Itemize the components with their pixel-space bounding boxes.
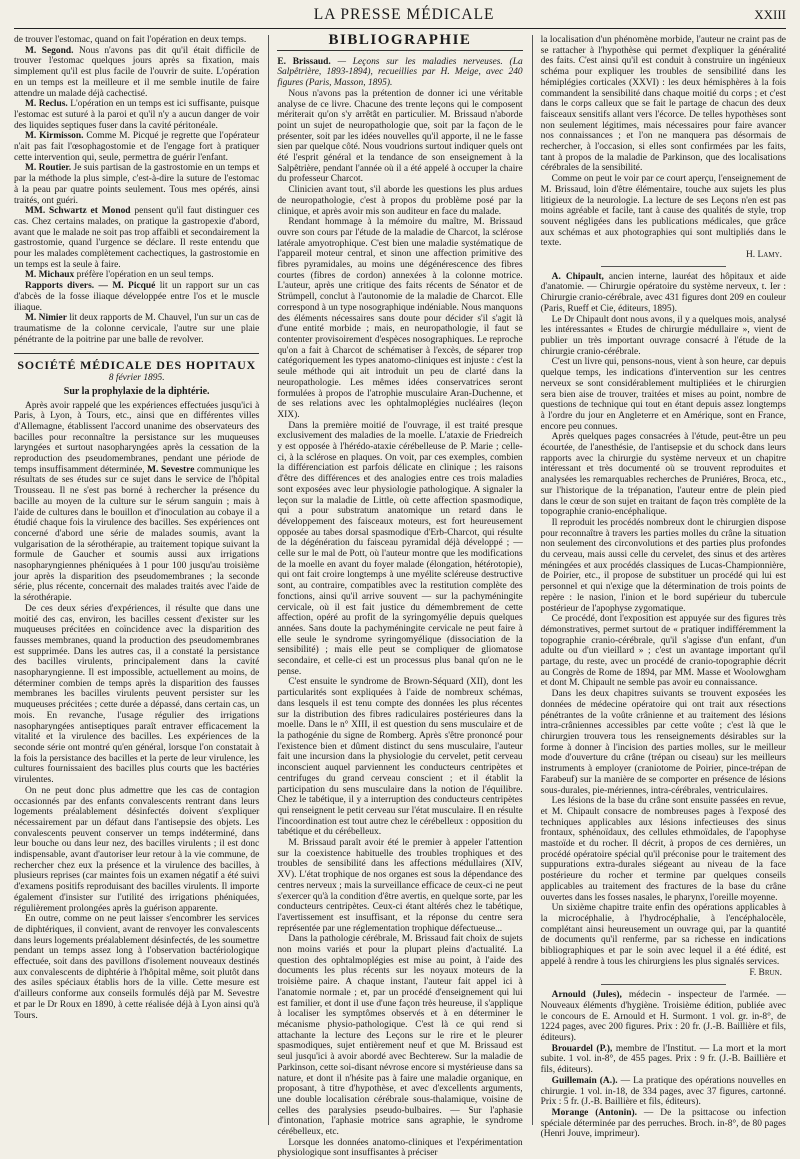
speaker-name: MM. Schwartz et Monod: [25, 206, 131, 217]
reviewer-signature: H. Lamy.: [745, 250, 782, 261]
book-title: membre de l'Institut. — La mort et la mort subite. 1 vol. in-8°, de 455 pages. Prix : 9 fr. (J.-B. Baillière et fils, éditeurs).: [540, 1043, 786, 1076]
paragraph-text: préfère l'opération en un seul temps.: [76, 270, 214, 281]
paragraph: On ne peut donc plus admettre que les cas de contagion occasionnés par des enfants convalescents rentrant dans leurs logements préalablement désinfectés doivent s'expliquer nécessairement par un défaut dans l'antisepsie des objets. Les convalescents peuvent conserver un temps indéterminé, dans leur bouche ou dans leur nez, des bacilles virulents ; il est donc indispensable, avant d'autoriser leur retour à la vie commune, de rechercher chez eux la présence et la virulence des bacilles, à plusieurs reprises (car maintes fois un examen négatif a été suivi d'examens positifs reproduisant des bacilles virulents. Il importe également d'insister sur l'utilité des irrigations phéniquées, régulièrement prolongées après la guérison apparente.: [14, 785, 260, 914]
section-date: 8 février 1895.: [108, 373, 165, 384]
column-left: [14, 35, 259, 1125]
paragraph: [14, 131, 259, 163]
paragraph: Après quelques pages consacrées à l'étude, peut-être un peu écourtée, de l'anesthésie, de l'antisepsie et du schock dans leurs rapports avec la chirurgie du système nerveux et un chapitre intéressant et très documenté où se trouvent reproduites et analysées les remarquables recherches de Pruniéres, Broca, etc., sur l'historique de la trépanation, l'auteur entre de plein pied dans le cœur de son sujet en traitant de façon très complète de la topographie cranio-encéphalique.: [540, 432, 786, 518]
journal-title: LA PRESSE MÉDICALE: [313, 6, 495, 23]
paragraph: M. Brissaud paraît avoir été le premier à appeler l'attention sur la coexistence habituelle des troubles trophiques et des troubles de sensibilité dans les affections médullaires (XIV, XV). L'état trophique de nos organes est sous la dépendance des centres nerveux ; mais la surveillance efficace de ceux-ci ne peut s'exercer qu'à la condition d'être avertis, en quelque sorte, par les conducteurs centripètes. Ceux-ci étant altérés chez le tabétique, l'avertissement est insuffisant, et la réponse du centre sera représentée par une réglementation trophique défectueuse...: [277, 838, 523, 934]
paragraph: Nous n'avons pas la prétention de donner ici une véritable analyse de ce livre. Chacune des trente leçons qui le composent mériterait qu'on s'y arrêtât en particulier. M. Brissaud n'aborde point un sujet de neuropathologie que, soit par la façon de le présenter, soit par les idées nouvelles qu'il apporte, il ne le fasse sien par quelque côté. Nous voudrions surtout indiquer quels ont été l'esprit général et la tendance de son enseignement à la Salpêtrière, pendant l'année où il a été appelé à occuper la chaire du professeur Charcot.: [277, 88, 523, 185]
speaker-name: M. Routier.: [25, 163, 72, 174]
paragraph: [14, 206, 259, 270]
paragraph: Dans la pathologie cérébrale, M. Brissaud fait choix de sujets non moins variés et pour la plupart pleins d'actualité. La question des ophtalmoplégies est mise au point, à l'aide des documents les plus récents sur les noyaux moteurs de la troisième paire. A chaque instant, l'auteur fait appel ici à l'anatomie normale ; et, par un procédé d'enseignement qui lui est familier, et dont il use d'une façon très heureuse, il s'applique à localiser les symptômes observés et à en déterminer le mécanisme physio-pathologique. C'est là ce qui rend si attachante la lecture des Leçons sur le rire et le pleurer spasmodiques, sujet entièrement neuf et que M. Brissaud est seul jusqu'ici à avoir abordé avec Bechterew. Sur la maladie de Parkinson, cette soi-disant névrose encore si mystérieuse dans sa nature, et dont il n'hésite pas à faire une maladie organique, en proposant, à titre d'hypothèse, et avec d'excellents arguments, une double localisation cérébrale sous-thalamique, voisine de celles des paralysies pseudo-bulbaires. — Sur l'aphasie d'intonation, l'aphasie motrice sans agraphie, le syndrome cérébelleux, etc.: [277, 934, 523, 1138]
book-reference: [277, 57, 522, 89]
columns: [14, 32, 786, 1159]
book-title: — Leçons sur les maladies nerveuses. (La Salpêtrière, 1893-1894), recueillies par H. Meige, avec 240 figures (Paris, Masson, 1895).: [277, 56, 523, 89]
book-title: — La pratique des opérations nouvelles en chirurgie. 1 vol. in-18, de 334 pages, avec 37 figures, cartonné. Prix : 5 fr. (J.-B. Baillière et fils, éditeurs).: [540, 1075, 786, 1108]
book-reference: [541, 1076, 786, 1108]
paragraph: C'est ensuite le syndrome de Brown-Séquard (XII), dont les particularités sont expliquées à l'aide de nombreux schémas, dans lesquels il est tenu compte des données les plus récentes sur la distribution des fibres radiculaires postérieures dans la moelle. Dans le n° XIII, il est question du sens musculaire et de la pathogénie du signe de Romberg. Après s'être prononcé pour l'existence bien et dûment distinct du sens musculaire, l'auteur fait une incursion dans la physiologie du cervelet, petit cerveau inconscient auquel parviennent les conducteurs centripètes et centrifuges du grand cerveau conscient ; et il établit la participation du sens musculaire dans la notion de l'équilibre. Chez le tabétique, il y a interruption des conducteurs centripètes qui renseignent le petit cerveau sur l'état musculaire. Il en résulte l'incoordination est tout autre chez le cérébelleux : opposition du tabétique et du cérébelleux.: [277, 677, 523, 838]
book-reference: [541, 272, 786, 315]
speaker-name: M. Nimier: [25, 313, 67, 324]
paragraph: C'est un livre qui, pensons-nous, vient à son heure, car depuis quelque temps, les indications d'intervention sur les centres nerveux se sont considérablement multipliées et le chirurgien sera bien aise de trouver, traitées et mises au point, nombre de questions de technique qui tout en étant depuis assez longtemps à l'ordre du jour en Angleterre et en Amérique, sont en France, encore peu connues.: [540, 357, 786, 432]
author-name: Guillemain (A.).: [551, 1075, 618, 1086]
paragraph: Les lésions de la base du crâne sont ensuite passées en revue, et M. Chipault consacre de nombreuses pages à l'exposé des techniques applicables aux lésions infectieuses des sinus frontaux, sphénoïdaux, des cellules ethmoïdales, de l'apophyse mastoïde et du rocher. Il décrit, à propos de ces dernières, un procédé opératoire spécial qu'il préconise pour le traitement des suppurations extra-durales siégeant au niveau de la face postérieure du rocher et termine par quelques conseils applicables au traitement des fractures de la base du crâne ouvertes dans les fosses nasales, le pharynx, l'oreille moyenne.: [540, 796, 786, 903]
author-name: Arnould (Jules),: [551, 990, 622, 1001]
speaker-name: M. Segond.: [25, 45, 74, 56]
page-number: XXIII: [754, 7, 786, 22]
speaker-name: M. Michaux: [25, 270, 75, 281]
paragraph: Le Dr Chipault dont nous avons, il y a quelques mois, analysé les intéressantes « Etudes de chirurgie médullaire », vient de publier un très important ouvrage consacré à l'étude de la chirurgie cranio-cérébrale.: [540, 314, 786, 357]
paragraph: Il reproduit les procédés nombreux dont le chirurgien dispose pour reconnaître à travers les parties molles du crâne la situation non seulement des circonvolutions et des parties plus profondes du cerveau, mais aussi celle du cervelet, des sinus et des artères méningées et aux procédés classiques de Lucas-Championnière, de Poirier, etc., il propose de substituer un procédé qui lui est personnel et qui n'exige que la détermination de trois points de repère : le nasion, l'inion et le bord supérieur du tubercule postérieur de l'apophyse zygomatique.: [540, 517, 786, 614]
paragraph: Comme on peut le voir par ce court aperçu, l'enseignement de M. Brissaud, loin d'être élémentaire, touche aux sujets les plus litigieux de la neurologie. La lecture de ses Leçons n'en est pas moins agréable et facile, tant à cause des qualités de style, trop souvent négligées dans les publications médicales, que grâce aux schémas et aux photographies qui sont multipliés dans le texte.: [540, 174, 786, 249]
paragraph-text: communique les résultats de ses études sur ce sujet dans le service de l'hôpital Trousseau. Il ne s'est pas borné à rechercher la présence du bacille au moyen de la culture sur le sérum sanguin ; mais à l'aide de cultures dans le bouillon et d'inoculation au cobaye il a étudié chaque fois la virulence des bacilles. Ses expériences ont concerné d'abord une série de malades soumis, avant la vulgarisation de la sérothérapie, au traitement topique suivant la formule de Gaucher et soumis aussi aux irrigations nasopharyngiennes phéniquées à 1 pour 100 jusqu'au troisième jour après la disparition des pseudomembranes ; la seconde série, plus récente, concernait des malades traités avec l'aide de la sérothérapie.: [14, 464, 260, 604]
paragraph: [14, 99, 259, 131]
speaker-name: M. Sevestre: [147, 464, 195, 475]
speaker-name: M. Kirmisson.: [25, 131, 84, 142]
paragraph: [14, 281, 259, 313]
bibliography-title: BIBLIOGRAPHIE: [277, 35, 522, 51]
paragraph: [14, 270, 259, 281]
column-middle: [268, 32, 523, 1159]
paragraph: de trouver l'estomac, quand on fait l'opération en deux temps.: [14, 35, 247, 45]
book-title: ancien interne, lauréat des hôpitaux et aide d'anatomie. — Chirurgie opératoire du système nerveux, t. Ier : Chirurgie cranio-cérébrale, avec 431 figures dont 209 en couleur (Paris, Rueff et Cie, éditeurs, 1895).: [540, 271, 786, 314]
author-name: Brouardel (P.),: [551, 1043, 613, 1054]
reviewer-signature: F. Brun.: [749, 968, 782, 979]
column-right: [532, 35, 786, 1140]
paragraph: Clinicien avant tout, s'il aborde les questions les plus ardues de neuropathologie, c'est à propos du problème posé par la clinique, et après avoir mis son auditeur en face du malade.: [277, 185, 523, 217]
paragraph: [14, 46, 259, 100]
book-title: médecin - inspecteur de l'armée. — Nouveaux éléments d'hygiène. Troisième édition, publiée avec le concours de E. Arnould et H. Surmont. 1 vol. gr. in-8°, de 1224 pages, avec 200 figures. Prix : 20 fr. (J.-B. Baillière et fils, éditeurs).: [540, 990, 786, 1043]
paragraph: Lorsque les données anatomo-cliniques et l'expérimentation physiologique sont insuffisantes à préciser: [277, 1137, 523, 1159]
paragraph-text: Après avoir rappelé que les expériences effectuées jusqu'ici à Paris, à Lyon, à Tours, etc., ainsi que en différentes villes d'Allemagne, établissent l'accord unanime des observateurs des bacilles pour reconnaître la persistance sur les muqueuses laryngées et surtout nasopharyngées après la cessation de la reproduction des pseudomembranes, pendant une période de temps insuffisamment déterminée,: [14, 400, 260, 475]
paragraph-text: Comme M. Picqué je regrette que l'opérateur n'ait pas fait l'œsophagostomie et de l'engage fort à pratiquer cette intervention qui, seule, permettra de guérir l'enfant.: [14, 131, 260, 163]
paragraph: Dans les deux chapitres suivants se trouvent exposées les données de médecine opératoire qui ont trait aux résections pénétrantes de la voûte crânienne et au traitement des lésions intra-crâniennes accessibles par cette voûte ; c'est là que le chirurgien trouvera tous les renseignements désirables sur la forme à donner à l'incision des parties molles, sur le meilleur mode d'ouverture du crâne (trépan ou ciseau) sur les meilleurs instruments à employer (craniotome de Poirier, pince-trépan de Farabeuf) sur la manière de se comporter en présence de lésions sous-durales, pie-mériennes, intra-cérébrales, ventriculaires.: [540, 689, 786, 796]
paragraph: [14, 313, 259, 345]
author-name: A. Chipault,: [551, 271, 604, 282]
speaker-name: M. Reclus.: [25, 99, 68, 110]
paragraph: [14, 401, 259, 604]
paragraph: En outre, comme on ne peut laisser s'encombrer les services de diphtériques, il convient, avant de renvoyer les convalescents dans leurs logements préalablement désinfectés, de les soumettre pendant un temps assez long à l'observation bactériologique effectuée, soit dans des pavillons d'isolement nouveaux destinés aux convalescents de diphtérie à l'hôpital même, soit plutôt dans des asiles spéciaux établis hors de la ville. Cette mesure est d'ailleurs conforme aux conseils formulés déjà par M. Sevestre et par le Dr Roux en 1890, à cette réalisée déjà à Lyon ainsi qu'à Tours.: [14, 914, 260, 1021]
book-reference: [541, 1044, 786, 1076]
paragraph-text: Nous n'avons pas dit qu'il était difficile de trouver l'estomac quelques jours après sa fixation, mais simplement qu'il est plus facile de l'ouvrir de suite. L'opération en un temps est la meilleure et il me semble inutile de faire attendre un malade déjà cachectisé.: [14, 45, 260, 99]
paragraph-text: Je suis partisan de la gastrostomie en un temps et par la méthode la plus simple, c'est-à-dire la suture de l'estomac à la peau par quatre points seulement. Tous mes opérés, ainsi traités, ont guéri.: [14, 163, 260, 206]
paragraph: la localisation d'un phénomène morbide, l'auteur ne craint pas de se rattacher à l'hypothèse qui permet d'expliquer la généralité des faits. C'est ainsi qu'il est conduit à construire un ingénieux schéma pour expliquer les troubles de sensibilité dans les hémiplégies corticales (XXVI) : les deux hémisphères à la fois commandent la sensibilité dans chaque moitié du corps ; et c'est dans le corps calleux que se fait le partage de chacun des deux faisceaux sensitifs allant vers l'écorce. De telles hypothèses sont non seulement légitimes, mais nécessaires pour faire avancer nos connaissances ; et l'on ne manquera pas désormais de rechercher, à l'occasion, si elles sont confirmées par les faits, tant à propos de la maladie de Parkinson, que des localisations cérébrales de la sensibilité.: [540, 35, 786, 174]
paragraph: [14, 163, 259, 206]
book-title: — De la psittacose ou infection spéciale déterminée par des perruches. Broch. in-8°, de 80 pages (Henri Jouve, imprimeur).: [540, 1107, 786, 1140]
paragraph: Rendant hommage à la mémoire du maître, M. Brissaud ouvre son cours par l'étude de la maladie de Charcot, la sclérose latérale amyotrophique. C'est bien une maladie systématique de l'appareil moteur central, et sinon une affection primitive des fibres pyramidales, au moins une dégénérescence des fibres courtes (fibres de cordon) annexées à la colonne motrice. L'auteur, après une critique des faits récents de Sénator et de Strümpell, conclut à l'autonomie de la maladie de Charcot. Elle correspond à un type nosographique indéniable. Nous manquons des éléments nécessaires sans doute pour décider s'il s'agit là d'une entité morbide ; mais, en neuropathologie, il faut se contenter provisoirement d'espèces nosographiques. Le reproche qu'on a fait à Charcot de schématiser à l'excès, de séparer trop catégoriquement les types anatomo-cliniques est injuste : c'est la seule méthode qui ait introduit un peu de clarté dans la neuropathologie. Les mêmes idées conservatrices seront formulées à propos de l'atrophie musculaire Aran-Duchenne, et de ses relations avec les ophtalmoplégies nucléaires (leçon XIX).: [277, 217, 523, 420]
section-subtitle: Sur la prophylaxie de la diphtérie.: [63, 385, 210, 397]
author-name: E. Brissaud.: [277, 56, 331, 67]
paragraph: De ces deux séries d'expériences, il résulte que dans une moitié des cas, environ, les bacilles cessent d'exister sur les muqueuses précitées en coïncidence avec la disparition des fausses membranes, quand la production des pseudomembranes est supprimée. Dans les autres cas, il a constaté la persistance des bacilles virulents, principalement dans la cavité nasopharyngienne. Il est impossible, actuellement au moins, de déterminer combien de temps après la disparition des fausses membranes les bacilles virulents peuvent persister sur les muqueuses précitées ; cette durée a dépassé, dans certain cas, un mois. En revanche, l'usage régulier des irrigations nasopharyngées antiseptiques paraît entraver efficacement la vitalité et la virulence des bacilles. Les expériences de la seconde série ont montré qu'en général, lorsque l'on constatait à la fois la persistance des bacilles et la perte de leur virulence, les cultures fournissaient des bacilles plus courts que les bactéries virulentes.: [14, 603, 260, 786]
paragraph-text: lit un rapport sur un cas d'abcès de la fosse iliaque développée entre l'os et le muscle iliaque.: [14, 281, 260, 313]
paragraph: Un sixième chapitre traite enfin des opérations applicables à la microcéphalie, à l'hydrocéphalie, à l'encéphalocèle, complétant ainsi heureusement un ouvrage qui, par la quantité de documents qu'il renferme, par sa richesse en indications bibliographiques et par le soin avec lequel il a été édité, est appelé à rendre à tous les chirurgiens les plus signalés services.: [540, 903, 786, 967]
author-name: Morange (Antonin).: [551, 1107, 637, 1118]
paragraph-text: pensent qu'il faut distinguer ces cas. Chez certains malades, on pratique la gastropexie d'abord, avant que le malade ne soit pas trop affaibli et secondairement la gastrostomie, quand l'urgence se déclare. Il reste entendu que pour les malades complètement cachectiques, la gastrostomie en un temps est la seule à faire.: [14, 206, 260, 270]
divider: [601, 266, 726, 267]
section-title: SOCIÉTÉ MÉDICALE DES HOPITAUX: [14, 353, 259, 371]
paragraph: Dans la première moitié de l'ouvrage, il est traité presque exclusivement des maladies de la moelle. L'ataxie de Friedreich y est opposée à l'hérédo-ataxie cérébelleuse de P. Marie ; celle-ci, à la sclérose en plaques. On voit, par ces exemples, combien la différenciation est parfois délicate en clinique ; les raisons d'être des différences et des analogies entre ces trois maladies sont exposées avec leur physiologie pathologique. A signaler la leçon sur la maladie de Little, où cette affection spasmodique, qui a pour substratum anatomique un retard dans le développement des faisceaux moteurs, est fort heureusement opposée au tabes dorsal spasmodique d'Erb-Charcot, qui résulte de la dégénération du faisceau pyramidal déjà développé ; — celle sur le mal de Pott, où l'auteur montre que les modifications de la moelle en avant du foyer malade (élongation, hétérotopie), qui ont fait croire longtemps à une myélite scléreuse destructive sont, au contraire, compatibles avec la restitution complète des fonctions, ainsi qu'il arrive souvent — sur la pachyméningite cervicale, où il est fait justice du démembrement de cette affection, opéré au profit de la syringomyélie depuis quelques années. Sans doute la pachyméningite cervicale ne peut faire à elle seule le syndrome syringomyélique (dissociation de la sensibilité) ; mais elle peut se compliquer de gliomatose secondaire, et celle-ci est un processus plus banal qu'on ne le pense.: [277, 420, 523, 677]
book-reference: [541, 1108, 786, 1140]
paragraph-text: L'opération en un temps est ici suffisante, puisque l'estomac est suturé à la paroi et qu'il n'y a aucun danger de voir des liquides septiques fuser dans la cavité péritonéale.: [14, 99, 260, 131]
book-reference: [541, 990, 786, 1044]
paragraph-text: lit deux rapports de M. Chauvel, l'un sur un cas de traumatisme de la colonne cervicale, l'autre sur une plaie pénétrante de la poitrine par une balle de revolver.: [14, 313, 260, 345]
divider: [601, 984, 726, 985]
paragraph: Ce procédé, dont l'exposition est appuyée sur des figures très démonstratives, permet surtout de « pratiquer indifféremment la topographie cranio-cérébrale, qu'il s'agisse d'un enfant, d'un adulte ou d'un vieillard » ; c'est un avantage important qu'il partage, du reste, avec un procédé de cranio-topographie décrit au Congrès de Rome de 1894, par MM. Masse et Woolowgham et dont M. Chipault ne semble pas avoir eu connaissance.: [540, 614, 786, 689]
speaker-name: Rapports divers. — M. Picqué: [25, 281, 156, 292]
page-header: [14, 6, 786, 29]
